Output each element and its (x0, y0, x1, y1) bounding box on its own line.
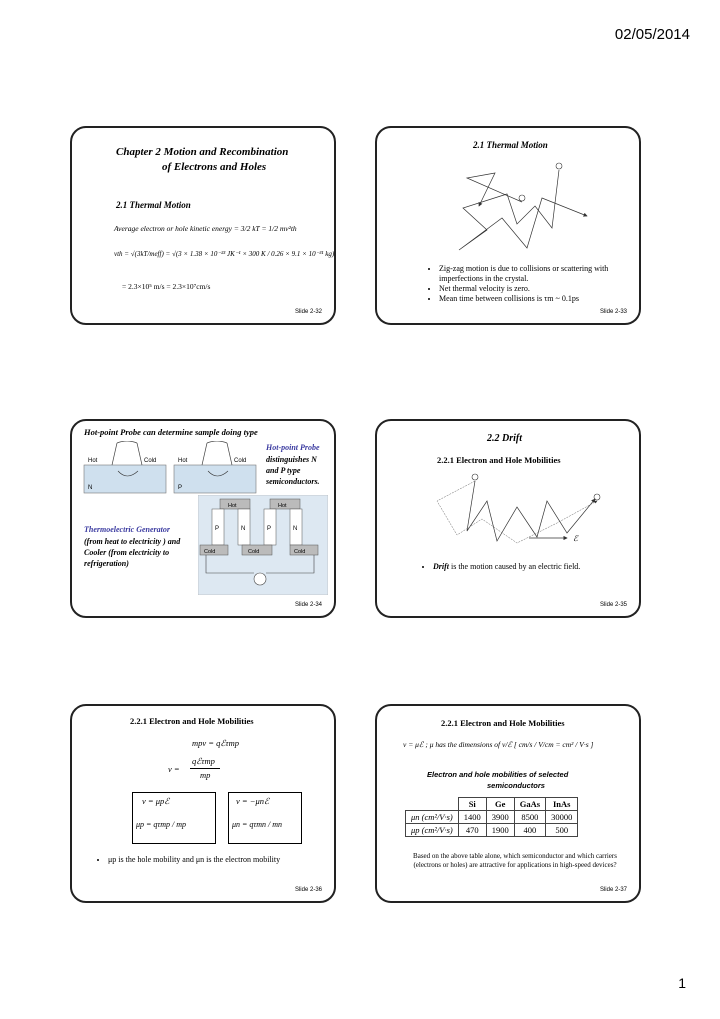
table-row (406, 824, 578, 837)
velocity-symbol: v = (168, 764, 180, 774)
slide-title: 2.2 Drift (487, 433, 522, 444)
p-type-label: P (267, 526, 272, 532)
mobility-table (405, 797, 578, 837)
cold-label: Cold (234, 458, 247, 464)
slide-2-32 (70, 126, 336, 325)
slide-2-34 (70, 419, 336, 618)
slide-number: Slide 2-32 (294, 309, 322, 315)
bullet-list (98, 855, 328, 865)
n-type-label: N (241, 526, 246, 532)
bullet-list (429, 264, 629, 304)
generator-caption-body: (from heat to electricity ) and Cooler (from electricity to refrigeration) (84, 537, 181, 568)
table-cell: 8500 (514, 811, 545, 824)
table-cell: μp (cm²/V·s) (406, 824, 459, 837)
lightbulb-icon (254, 573, 266, 585)
hot-label: Hot (88, 458, 98, 464)
zigzag-path (467, 173, 522, 206)
table-cell: 500 (546, 824, 578, 837)
electron-dot (519, 195, 525, 201)
electron-drift-velocity: v = −μnℰ (236, 796, 270, 806)
table-caption-line2: semiconductors (487, 781, 545, 790)
hot-label: Hot (228, 503, 237, 509)
bullet-list (423, 562, 633, 572)
drift-motion-diagram (427, 471, 617, 551)
question-note: Based on the above table alone, which semiconductor and which carriers (electrons or holes) are attractive for applications in high-speed devices? (413, 852, 617, 869)
table-cell: 400 (514, 824, 545, 837)
slide-title: 2.2.1 Electron and Hole Mobilities (130, 716, 254, 726)
generator-caption-head: Thermoelectric Generator (84, 525, 170, 534)
hot-label: Hot (278, 503, 287, 509)
electric-field-arrow (527, 531, 587, 545)
table-cell: μn (cm²/V·s) (406, 811, 459, 824)
slide-number: Slide 2-33 (599, 309, 627, 315)
probe-caption-head: Hot-point Probe (266, 443, 320, 452)
n-type-label: N (293, 526, 298, 532)
kinetic-energy-equation: Average electron or hole kinetic energy = 3/2 kT = 1/2 mv²th (114, 224, 297, 233)
slide-number: Slide 2-37 (599, 887, 627, 893)
table-header-cell: Ge (486, 798, 514, 811)
table-header-row (406, 798, 578, 811)
bullet-item: • Net thermal velocity is zero. (439, 284, 629, 294)
slide-title: Chapter 2 Motion and Recombination (116, 146, 289, 158)
p-type-label: P (215, 526, 220, 532)
drift-term: Drift (433, 562, 449, 571)
table-cell: 1900 (486, 824, 514, 837)
thermal-velocity-result: = 2.3×10⁵ m/s = 2.3×10⁷cm/s (122, 282, 211, 291)
table-header-cell: InAs (546, 798, 578, 811)
slide-title: 2.2.1 Electron and Hole Mobilities (441, 718, 565, 728)
cold-label: Cold (248, 549, 260, 555)
table-row (406, 811, 578, 824)
table-header-cell (406, 798, 459, 811)
slide-2-36 (70, 704, 336, 903)
slide-2-33 (375, 126, 641, 325)
slide-number: Slide 2-34 (294, 602, 322, 608)
hot-label: Hot (178, 458, 188, 464)
cold-label: Cold (144, 458, 157, 464)
p-type-label: P (178, 485, 183, 491)
zigzag-path (459, 170, 587, 250)
thermoelectric-generator-diagram (198, 495, 328, 595)
momentum-equation: mpv = qℰτmp (192, 738, 239, 748)
table-cell: 470 (458, 824, 486, 837)
table-cell: 3900 (486, 811, 514, 824)
mobility-dimension-equation: v = μℰ ; μ has the dimensions of v/ℰ [ cm/s / V/cm = cm² / V·s ] (403, 740, 594, 749)
bullet-item: • Mean time between collisions is τm ~ 0.1ps (439, 294, 629, 304)
table-caption: Electron and hole mobilities of selected (427, 770, 569, 779)
hole-drift-velocity: v = μpℰ (142, 796, 170, 806)
section-heading: 2.1 Thermal Motion (116, 200, 191, 210)
electron-dot (556, 163, 562, 169)
slide-title-line2: of Electrons and Holes (162, 161, 267, 173)
probe-caption-body: distinguishes N and P type semiconductors. (266, 455, 320, 486)
slide-title: Hot-point Probe can determine sample doing type (84, 427, 258, 437)
velocity-fraction-numerator: qℰτmp (192, 756, 215, 766)
table-cell: 30000 (546, 811, 578, 824)
bullet-item (433, 562, 633, 572)
drift-definition: is the motion caused by an electric field. (449, 562, 581, 571)
thermal-velocity-equation: vth = √(3kT/meff) = √(3 × 1.38 × 10⁻²³ JK⁻¹ × 300 K / 0.26 × 9.1 × 10⁻³¹ kg) (114, 250, 335, 258)
velocity-fraction-denominator: mp (200, 770, 211, 780)
slide-title: 2.1 Thermal Motion (473, 140, 548, 150)
table-cell: 1400 (458, 811, 486, 824)
cold-label: Cold (294, 549, 306, 555)
table-header-cell: Si (458, 798, 486, 811)
slide-number: Slide 2-36 (294, 887, 322, 893)
electron-dot (472, 474, 478, 480)
slide-2-37 (375, 704, 641, 903)
bullet-item: • Zig-zag motion is due to collisions or scattering with imperfections in the crystal. (439, 264, 629, 284)
hole-mobility-equation: μp = qτmp / mp (136, 820, 187, 829)
page-date: 02/05/2014 (614, 26, 690, 43)
bullet-item: • μp is the hole mobility and μn is the electron mobility (108, 855, 328, 865)
slide-subtitle: 2.2.1 Electron and Hole Mobilities (437, 455, 561, 465)
zigzag-motion-diagram (447, 158, 597, 258)
slide-2-35 (375, 419, 641, 618)
fraction-bar (190, 768, 220, 769)
n-type-label: N (88, 485, 93, 491)
field-label: ℰ (573, 534, 578, 543)
electron-mobility-equation: μn = qτmn / mn (232, 820, 283, 829)
slide-number: Slide 2-35 (599, 602, 627, 608)
hot-point-probe-diagram (82, 441, 262, 496)
table-header-cell: GaAs (514, 798, 545, 811)
page-number: 1 (678, 975, 686, 991)
cold-label: Cold (204, 549, 216, 555)
